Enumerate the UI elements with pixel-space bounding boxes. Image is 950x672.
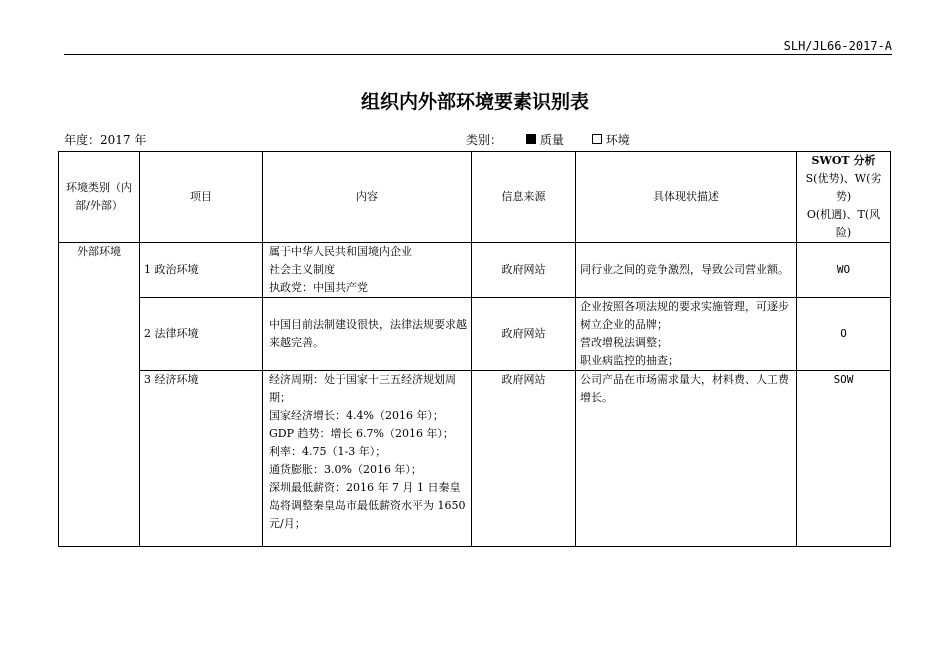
category-label: 类别： — [466, 133, 503, 147]
content-line: 深圳最低薪资：2016 年 7 月 1 日秦皇岛将调整秦皇岛市最低薪资水平为 1650 元/月； — [269, 481, 466, 530]
row-status — [576, 243, 797, 298]
category-option-environment[interactable] — [592, 133, 634, 147]
option-label: 质量 — [539, 133, 564, 147]
row-content — [263, 371, 472, 547]
status-line: 同行业之间的竞争激烈，导致公司营业额。 — [580, 263, 789, 276]
content-line: 执政党：中国共产党 — [269, 281, 368, 294]
row-status — [576, 298, 797, 371]
status-line: 营改增税法调整； — [580, 336, 668, 349]
content-line: GDP 趋势：增长 6.7%（2016 年）； — [269, 427, 454, 440]
swot-sw-label: S(优势)、W(劣势) — [805, 172, 882, 203]
swot-title: SWOT 分析 — [811, 154, 876, 167]
category-selector — [466, 131, 638, 148]
option-label: 环境 — [605, 133, 630, 147]
category-option-quality[interactable] — [526, 133, 568, 147]
row-swot: SOW — [797, 371, 891, 547]
header-swot — [797, 152, 891, 243]
header-source: 信息来源 — [472, 152, 576, 243]
content-line: 国家经济增长：4.4%（2016 年）； — [269, 409, 444, 422]
row-content — [263, 243, 472, 298]
header-content: 内容 — [263, 152, 472, 243]
content-line: 属于中华人民共和国境内企业 — [269, 245, 412, 258]
document-title: 组织内外部环境要素识别表 — [360, 91, 589, 113]
header-env-type: 环境类别（内部/外部） — [59, 152, 140, 243]
content-line: 经济周期：处于国家十三五经济规划周期； — [269, 373, 456, 404]
content-line: 中国目前法制建设很快，法律法规要求越来越完善。 — [269, 318, 467, 349]
content-line: 利率：4.75（1-3 年）； — [269, 445, 387, 458]
content-line: 社会主义制度 — [269, 263, 335, 276]
row-content — [263, 298, 472, 371]
row-item: 2 法律环境 — [140, 298, 263, 371]
status-line: 企业按照各项法规的要求实施管理，可逐步树立企业的品牌； — [580, 300, 789, 331]
row-status — [576, 371, 797, 547]
row-source: 政府网站 — [472, 243, 576, 298]
row-item: 3 经济环境 — [140, 371, 263, 547]
checked-box-icon — [526, 134, 536, 144]
unchecked-box-icon — [592, 134, 602, 144]
year-label: 年度：2017 年 — [64, 133, 147, 147]
swot-ot-label: O(机遇)、T(风险) — [806, 208, 881, 239]
row-swot: WO — [797, 243, 891, 298]
content-line: 通货膨胀：3.0%（2016 年）； — [269, 463, 422, 476]
table-row — [59, 243, 891, 298]
row-source: 政府网站 — [472, 298, 576, 371]
status-line: 职业病监控的抽查； — [580, 354, 679, 367]
row-swot: O — [797, 298, 891, 371]
environment-factor-table — [58, 151, 891, 547]
row-source: 政府网站 — [472, 371, 576, 547]
header-status: 具体现状描述 — [576, 152, 797, 243]
header-item: 项目 — [140, 152, 263, 243]
table-row — [59, 371, 891, 547]
status-line: 公司产品在市场需求量大，材料费、人工费增长。 — [580, 373, 789, 404]
env-group-cell: 外部环境 — [59, 243, 140, 547]
table-header-row — [59, 152, 891, 243]
row-item: 1 政治环境 — [140, 243, 263, 298]
table-row — [59, 298, 891, 371]
header-divider — [64, 54, 892, 55]
document-code: SLH/JL66-2017-A — [783, 39, 892, 53]
